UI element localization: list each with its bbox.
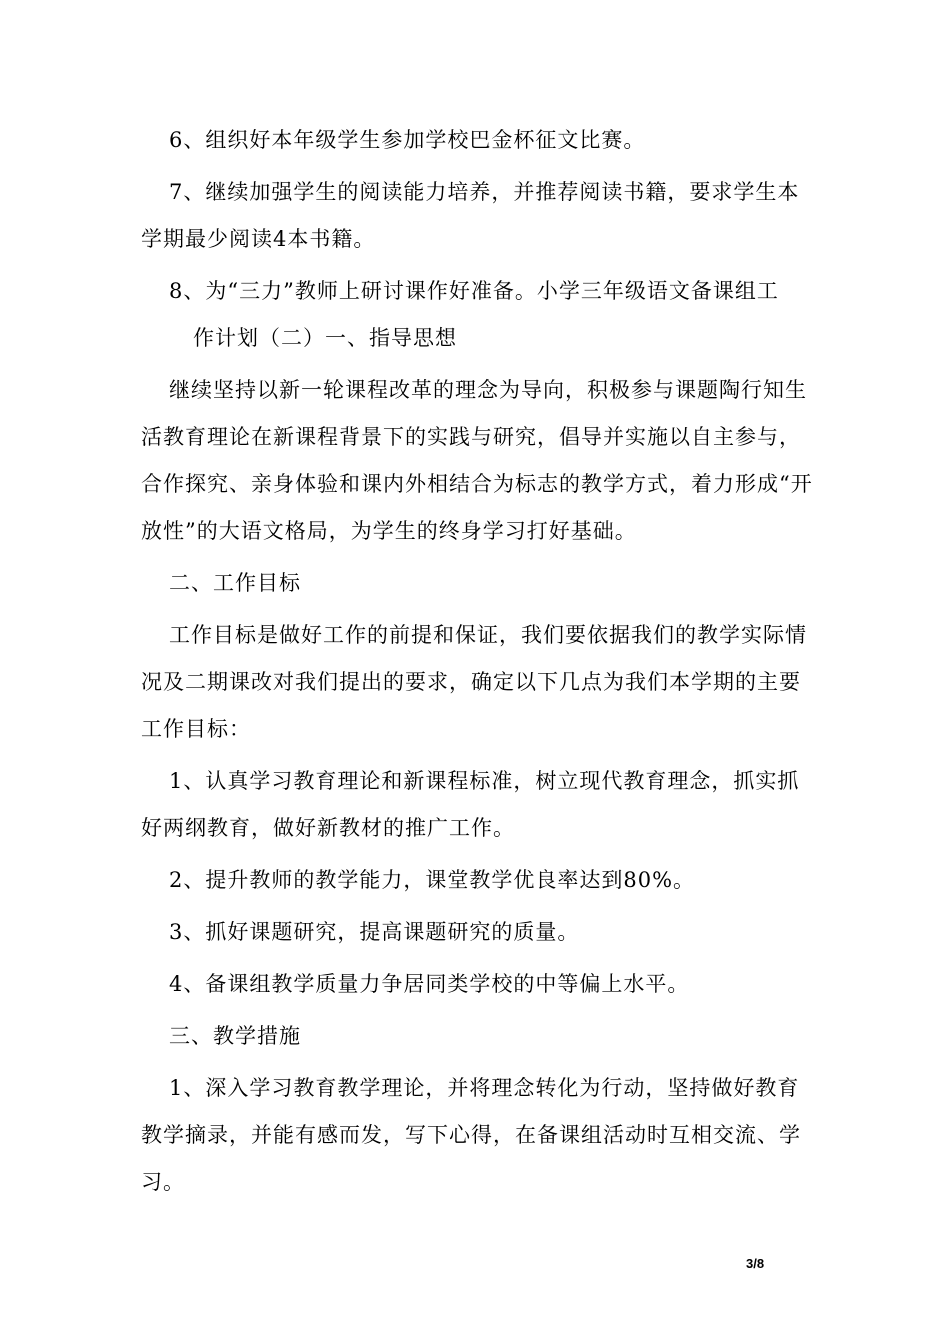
goal-item-3: 3、抓好课题研究，提高课题研究的质量。 — [169, 920, 580, 944]
goal-item-2: 2、提升教师的教学能力，课堂教学优良率达到80%。 — [169, 868, 696, 892]
page-number: 3/8 — [746, 1256, 765, 1271]
section-heading-work-goals: 二、工作目标 — [169, 571, 301, 595]
section-heading-teaching-measures: 三、教学措施 — [169, 1024, 301, 1048]
paragraph-guiding-thought: 继续坚持以新一轮课程改革的理念为导向，积极参与课题陶行知生活教育理论在新课程背景下的实践与研究，倡导并实施以自主参与，合作探究、亲身体验和课内外相结合为标志的教学方式，着力形成“开放性”的大语文格局，为学生的终身学习打好基础。 — [141, 378, 813, 543]
paragraph-item-6: 6、组织好本年级学生参加学校巴金杯征文比赛。 — [169, 128, 646, 152]
measure-item-1: 1、深入学习教育教学理论，并将理念转化为行动，坚持做好教育教学摘录，并能有感而发，写下心得，在备课组活动时互相交流、学习。 — [141, 1076, 801, 1194]
paragraph-item-8: 8、为“三力”教师上研讨课作好准备。小学三年级语文备课组工 — [169, 279, 779, 303]
section-heading-guiding-thought: 作计划（二）一、指导思想 — [193, 326, 457, 350]
document-body — [141, 117, 821, 1211]
paragraph-work-goals-intro: 工作目标是做好工作的前提和保证，我们要依据我们的教学实际情况及二期课改对我们提出的要求，确定以下几点为我们本学期的主要工作目标： — [141, 623, 807, 741]
paragraph-item-7: 7、继续加强学生的阅读能力培养，并推荐阅读书籍，要求学生本学期最少阅读4本书籍。 — [141, 180, 800, 251]
goal-item-4: 4、备课组教学质量力争居同类学校的中等偏上水平。 — [169, 972, 690, 996]
goal-item-1: 1、认真学习教育理论和新课程标准，树立现代教育理念，抓实抓好两纲教育，做好新教材的推广工作。 — [141, 769, 800, 840]
